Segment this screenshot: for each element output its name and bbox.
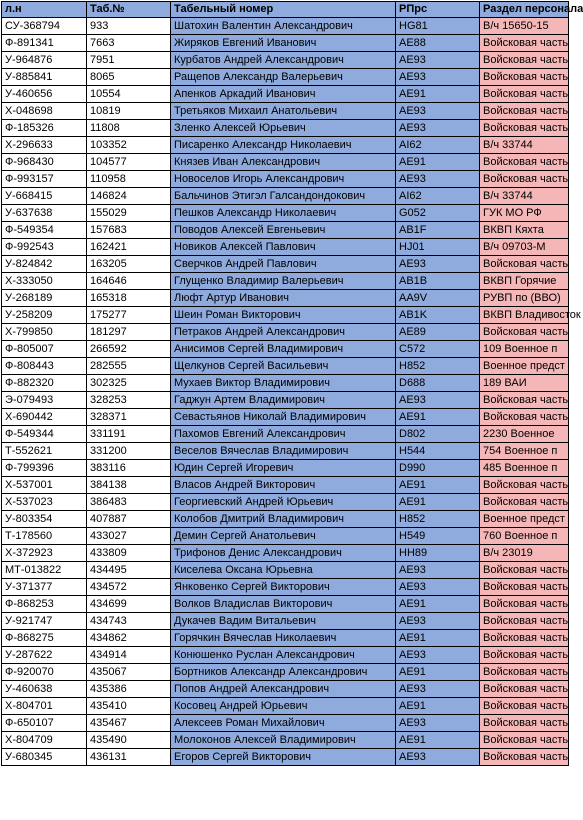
cell-section[interactable]: Войсковая часть <box>480 579 569 596</box>
cell-tab-no[interactable]: 383116 <box>87 460 171 477</box>
cell-rprs[interactable]: H852 <box>396 358 480 375</box>
cell-ln[interactable]: Ф-993157 <box>2 171 87 188</box>
cell-ln[interactable]: Ф-920070 <box>2 664 87 681</box>
cell-ln[interactable]: У-287622 <box>2 647 87 664</box>
cell-section[interactable]: ВКВП Горячие <box>480 273 569 290</box>
cell-tab-no[interactable]: 434914 <box>87 647 171 664</box>
cell-tab-no[interactable]: 181297 <box>87 324 171 341</box>
cell-section[interactable]: Войсковая часть <box>480 596 569 613</box>
table-row <box>2 409 569 426</box>
cell-ln[interactable]: У-460656 <box>2 86 87 103</box>
cell-tab-no[interactable]: 157683 <box>87 222 171 239</box>
cell-tab-no[interactable]: 162421 <box>87 239 171 256</box>
cell-name[interactable]: Молоконов Алексей Владимирович <box>171 732 396 749</box>
cell-rprs[interactable]: D688 <box>396 375 480 392</box>
table-row <box>2 273 569 290</box>
cell-name[interactable]: Дукачев Вадим Витальевич <box>171 613 396 630</box>
cell-ln[interactable]: Ф-882320 <box>2 375 87 392</box>
cell-tab-no[interactable]: 163205 <box>87 256 171 273</box>
cell-ln[interactable]: Х-804709 <box>2 732 87 749</box>
cell-rprs[interactable]: HG81 <box>396 18 480 35</box>
cell-rprs[interactable]: AE93 <box>396 647 480 664</box>
table-row <box>2 86 569 103</box>
cell-rprs[interactable]: AE91 <box>396 494 480 511</box>
cell-rprs[interactable]: H544 <box>396 443 480 460</box>
cell-section[interactable]: 760 Военное п <box>480 528 569 545</box>
cell-ln[interactable]: Т-552621 <box>2 443 87 460</box>
cell-name[interactable]: Конюшенко Руслан Александрович <box>171 647 396 664</box>
table-row <box>2 205 569 222</box>
cell-rprs[interactable]: AE91 <box>396 154 480 171</box>
cell-ln[interactable]: Ф-891341 <box>2 35 87 52</box>
table-row <box>2 511 569 528</box>
cell-rprs[interactable]: AE88 <box>396 35 480 52</box>
cell-section[interactable]: ВКВП Владивосток <box>480 307 569 324</box>
cell-name[interactable]: Косовец Андрей Юрьевич <box>171 698 396 715</box>
cell-ln[interactable]: Х-537001 <box>2 477 87 494</box>
table-row <box>2 426 569 443</box>
header-cell-name[interactable]: Табельный номер <box>171 2 396 18</box>
cell-name[interactable]: Бальчинов Этигэл Галсандондокович <box>171 188 396 205</box>
table-row <box>2 120 569 137</box>
table-row <box>2 681 569 698</box>
table-row <box>2 528 569 545</box>
cell-section[interactable]: Войсковая часть <box>480 69 569 86</box>
cell-name[interactable]: Писаренко Александр Николаевич <box>171 137 396 154</box>
cell-tab-no[interactable]: 165318 <box>87 290 171 307</box>
cell-section[interactable]: Войсковая часть <box>480 86 569 103</box>
cell-section[interactable]: Военное предст <box>480 511 569 528</box>
cell-name[interactable]: Поводов Алексей Евгеньевич <box>171 222 396 239</box>
cell-rprs[interactable]: AI62 <box>396 188 480 205</box>
cell-ln[interactable]: У-668415 <box>2 188 87 205</box>
cell-tab-no[interactable]: 407887 <box>87 511 171 528</box>
cell-ln[interactable]: Ф-808443 <box>2 358 87 375</box>
cell-rprs[interactable]: AB1K <box>396 307 480 324</box>
cell-tab-no[interactable]: 386483 <box>87 494 171 511</box>
cell-ln[interactable]: Х-799850 <box>2 324 87 341</box>
cell-name[interactable]: Киселева Оксана Юрьевна <box>171 562 396 579</box>
cell-name[interactable]: Щелкунов Сергей Васильевич <box>171 358 396 375</box>
table-row <box>2 341 569 358</box>
cell-tab-no[interactable]: 266592 <box>87 341 171 358</box>
cell-name[interactable]: Мухаев Виктор Владимирович <box>171 375 396 392</box>
cell-rprs[interactable]: G052 <box>396 205 480 222</box>
header-cell-rprs[interactable]: РПрс <box>396 2 480 18</box>
cell-tab-no[interactable]: 7663 <box>87 35 171 52</box>
cell-section[interactable]: В/ч 33744 <box>480 188 569 205</box>
cell-name[interactable]: Горячкин Вячеслав Николаевич <box>171 630 396 647</box>
cell-section[interactable]: Войсковая часть <box>480 392 569 409</box>
cell-section[interactable]: В/ч 09703-М <box>480 239 569 256</box>
cell-section[interactable]: В/ч 23019 <box>480 545 569 562</box>
cell-ln[interactable]: Х-048698 <box>2 103 87 120</box>
cell-name[interactable]: Сверчков Андрей Павлович <box>171 256 396 273</box>
cell-tab-no[interactable]: 164646 <box>87 273 171 290</box>
cell-rprs[interactable]: AE93 <box>396 52 480 69</box>
cell-rprs[interactable]: AE91 <box>396 732 480 749</box>
table-row <box>2 596 569 613</box>
cell-section[interactable]: Войсковая часть <box>480 562 569 579</box>
cell-tab-no[interactable]: 434743 <box>87 613 171 630</box>
cell-tab-no[interactable]: 436131 <box>87 749 171 766</box>
table-row <box>2 307 569 324</box>
cell-rprs[interactable]: AE93 <box>396 613 480 630</box>
cell-name[interactable]: Третьяков Михаил Анатольевич <box>171 103 396 120</box>
table-row <box>2 35 569 52</box>
table-row <box>2 222 569 239</box>
cell-name[interactable]: Бортников Александр Александрович <box>171 664 396 681</box>
table-row <box>2 630 569 647</box>
cell-name[interactable]: Пахомов Евгений Александрович <box>171 426 396 443</box>
cell-section[interactable]: Войсковая часть <box>480 256 569 273</box>
cell-section[interactable]: 189 ВАИ <box>480 375 569 392</box>
table-row <box>2 392 569 409</box>
table-row <box>2 545 569 562</box>
cell-rprs[interactable]: D802 <box>396 426 480 443</box>
table-row <box>2 494 569 511</box>
cell-ln[interactable]: Ф-549344 <box>2 426 87 443</box>
cell-tab-no[interactable]: 435467 <box>87 715 171 732</box>
cell-tab-no[interactable]: 433027 <box>87 528 171 545</box>
cell-tab-no[interactable]: 933 <box>87 18 171 35</box>
cell-rprs[interactable]: AE93 <box>396 562 480 579</box>
cell-tab-no[interactable]: 384138 <box>87 477 171 494</box>
cell-tab-no[interactable]: 434495 <box>87 562 171 579</box>
cell-rprs[interactable]: AE91 <box>396 630 480 647</box>
cell-section[interactable]: Войсковая часть <box>480 324 569 341</box>
cell-tab-no[interactable]: 7951 <box>87 52 171 69</box>
cell-ln[interactable]: Ф-992543 <box>2 239 87 256</box>
cell-ln[interactable]: У-258209 <box>2 307 87 324</box>
cell-rprs[interactable]: AE93 <box>396 681 480 698</box>
cell-section[interactable]: Военное предст <box>480 358 569 375</box>
cell-rprs[interactable]: AI62 <box>396 137 480 154</box>
cell-rprs[interactable]: AE93 <box>396 69 480 86</box>
cell-tab-no[interactable]: 434572 <box>87 579 171 596</box>
cell-rprs[interactable]: AB1F <box>396 222 480 239</box>
cell-name[interactable]: Колобов Дмитрий Владимирович <box>171 511 396 528</box>
table-row <box>2 188 569 205</box>
cell-section[interactable]: Войсковая часть <box>480 749 569 766</box>
cell-ln[interactable]: У-680345 <box>2 749 87 766</box>
cell-tab-no[interactable]: 328253 <box>87 392 171 409</box>
cell-ln[interactable]: Ф-805007 <box>2 341 87 358</box>
cell-tab-no[interactable]: 328371 <box>87 409 171 426</box>
cell-name[interactable]: Люфт Артур Иванович <box>171 290 396 307</box>
cell-section[interactable]: Войсковая часть <box>480 120 569 137</box>
cell-name[interactable]: Веселов Вячеслав Владимирович <box>171 443 396 460</box>
cell-ln[interactable]: Ф-650107 <box>2 715 87 732</box>
cell-ln[interactable]: Ф-868275 <box>2 630 87 647</box>
cell-name[interactable]: Шеин Роман Викторович <box>171 307 396 324</box>
cell-ln[interactable]: Х-333050 <box>2 273 87 290</box>
cell-section[interactable]: ГУК МО РФ <box>480 205 569 222</box>
cell-section[interactable]: Войсковая часть <box>480 613 569 630</box>
cell-section[interactable]: Войсковая часть <box>480 409 569 426</box>
cell-section[interactable]: 485 Военное п <box>480 460 569 477</box>
cell-ln[interactable]: У-460638 <box>2 681 87 698</box>
cell-tab-no[interactable]: 331191 <box>87 426 171 443</box>
table-row <box>2 324 569 341</box>
cell-tab-no[interactable]: 435490 <box>87 732 171 749</box>
cell-name[interactable]: Георгиевский Андрей Юрьевич <box>171 494 396 511</box>
cell-section[interactable]: Войсковая часть <box>480 477 569 494</box>
cell-ln[interactable]: Х-804701 <box>2 698 87 715</box>
cell-section[interactable]: В/ч 15650-15 <box>480 18 569 35</box>
cell-tab-no[interactable]: 435067 <box>87 664 171 681</box>
cell-tab-no[interactable]: 8065 <box>87 69 171 86</box>
cell-tab-no[interactable]: 103352 <box>87 137 171 154</box>
cell-rprs[interactable]: AE93 <box>396 103 480 120</box>
cell-ln[interactable]: Х-296633 <box>2 137 87 154</box>
header-cell-section[interactable]: Раздел персонала <box>480 2 569 18</box>
cell-name[interactable]: Юдин Сергей Игоревич <box>171 460 396 477</box>
cell-ln[interactable]: У-803354 <box>2 511 87 528</box>
cell-tab-no[interactable]: 434699 <box>87 596 171 613</box>
cell-rprs[interactable]: AA9V <box>396 290 480 307</box>
table-row <box>2 154 569 171</box>
cell-name[interactable]: Демин Сергей Анатольевич <box>171 528 396 545</box>
cell-ln[interactable]: У-824842 <box>2 256 87 273</box>
cell-section[interactable]: Войсковая часть <box>480 715 569 732</box>
cell-tab-no[interactable]: 155029 <box>87 205 171 222</box>
cell-tab-no[interactable]: 433809 <box>87 545 171 562</box>
table-row <box>2 460 569 477</box>
cell-tab-no[interactable]: 175277 <box>87 307 171 324</box>
cell-ln[interactable]: МТ-013822 <box>2 562 87 579</box>
cell-name[interactable]: Власов Андрей Викторович <box>171 477 396 494</box>
cell-rprs[interactable]: AE93 <box>396 392 480 409</box>
cell-rprs[interactable]: AE93 <box>396 749 480 766</box>
cell-tab-no[interactable]: 11808 <box>87 120 171 137</box>
cell-name[interactable]: Шатохин Валентин Александрович <box>171 18 396 35</box>
table-row <box>2 613 569 630</box>
cell-ln[interactable]: Х-690442 <box>2 409 87 426</box>
cell-name[interactable]: Пешков Александр Николаевич <box>171 205 396 222</box>
table-row <box>2 171 569 188</box>
table-row <box>2 562 569 579</box>
cell-ln[interactable]: СУ-368794 <box>2 18 87 35</box>
cell-section[interactable]: Войсковая часть <box>480 698 569 715</box>
cell-name[interactable]: Курбатов Андрей Александрович <box>171 52 396 69</box>
table-row <box>2 239 569 256</box>
cell-tab-no[interactable]: 110958 <box>87 171 171 188</box>
cell-section[interactable]: Войсковая часть <box>480 647 569 664</box>
cell-rprs[interactable]: HH89 <box>396 545 480 562</box>
cell-name[interactable]: Князев Иван Александрович <box>171 154 396 171</box>
cell-section[interactable]: Войсковая часть <box>480 732 569 749</box>
cell-name[interactable]: Глущенко Владимир Валерьевич <box>171 273 396 290</box>
cell-rprs[interactable]: AE93 <box>396 715 480 732</box>
table-row <box>2 477 569 494</box>
cell-rprs[interactable]: AE91 <box>396 409 480 426</box>
cell-rprs[interactable]: AE93 <box>396 579 480 596</box>
cell-section[interactable]: 109 Военное п <box>480 341 569 358</box>
cell-section[interactable]: Войсковая часть <box>480 494 569 511</box>
personnel-table <box>1 1 583 766</box>
cell-rprs[interactable]: AE93 <box>396 171 480 188</box>
cell-section[interactable]: 754 Военное п <box>480 443 569 460</box>
cell-ln[interactable]: Ф-185326 <box>2 120 87 137</box>
cell-name[interactable]: Янковенко Сергей Викторович <box>171 579 396 596</box>
cell-section[interactable]: Войсковая часть <box>480 52 569 69</box>
cell-section[interactable]: РУВП по (ВВО) <box>480 290 569 307</box>
cell-tab-no[interactable]: 282555 <box>87 358 171 375</box>
cell-name[interactable]: Анисимов Сергей Владимирович <box>171 341 396 358</box>
cell-section[interactable]: Войсковая часть <box>480 103 569 120</box>
table-row <box>2 579 569 596</box>
cell-section[interactable]: Войсковая часть <box>480 630 569 647</box>
cell-rprs[interactable]: C572 <box>396 341 480 358</box>
table-row <box>2 732 569 749</box>
header-cell-tab-no[interactable]: Таб.№ <box>87 2 171 18</box>
cell-tab-no[interactable]: 435386 <box>87 681 171 698</box>
cell-ln[interactable]: Ф-968430 <box>2 154 87 171</box>
table-row <box>2 715 569 732</box>
cell-rprs[interactable]: AE91 <box>396 698 480 715</box>
cell-name[interactable]: Петраков Андрей Александрович <box>171 324 396 341</box>
cell-ln[interactable]: У-371377 <box>2 579 87 596</box>
table-row <box>2 103 569 120</box>
cell-name[interactable]: Волков Владислав Викторович <box>171 596 396 613</box>
cell-section[interactable]: Войсковая часть <box>480 154 569 171</box>
cell-rprs[interactable]: AE93 <box>396 120 480 137</box>
cell-section[interactable]: Войсковая часть <box>480 35 569 52</box>
cell-name[interactable]: Попов Андрей Александрович <box>171 681 396 698</box>
cell-tab-no[interactable]: 10819 <box>87 103 171 120</box>
cell-rprs[interactable]: D990 <box>396 460 480 477</box>
table-row <box>2 256 569 273</box>
cell-tab-no[interactable]: 10554 <box>87 86 171 103</box>
table-row <box>2 375 569 392</box>
cell-tab-no[interactable]: 434862 <box>87 630 171 647</box>
table-row <box>2 358 569 375</box>
cell-rprs[interactable]: AB1B <box>396 273 480 290</box>
cell-tab-no[interactable]: 146824 <box>87 188 171 205</box>
cell-ln[interactable]: Х-537023 <box>2 494 87 511</box>
cell-rprs[interactable]: AE91 <box>396 664 480 681</box>
cell-ln[interactable]: У-921747 <box>2 613 87 630</box>
cell-rprs[interactable]: AE93 <box>396 256 480 273</box>
cell-name[interactable]: Егоров Сергей Викторович <box>171 749 396 766</box>
cell-ln[interactable]: У-885841 <box>2 69 87 86</box>
cell-name[interactable]: Зленко Алексей Юрьевич <box>171 120 396 137</box>
cell-section[interactable]: В/ч 33744 <box>480 137 569 154</box>
cell-name[interactable]: Алексеев Роман Михайлович <box>171 715 396 732</box>
cell-ln[interactable]: У-637638 <box>2 205 87 222</box>
table-row <box>2 664 569 681</box>
cell-section[interactable]: ВКВП Кяхта <box>480 222 569 239</box>
cell-tab-no[interactable]: 302325 <box>87 375 171 392</box>
cell-name[interactable]: Гаджун Артем Владимирович <box>171 392 396 409</box>
cell-name[interactable]: Севастьянов Николай Владимирович <box>171 409 396 426</box>
cell-tab-no[interactable]: 435410 <box>87 698 171 715</box>
cell-rprs[interactable]: AE91 <box>396 86 480 103</box>
table-body <box>2 18 581 766</box>
header-row <box>2 2 569 18</box>
cell-ln[interactable]: У-268189 <box>2 290 87 307</box>
cell-rprs[interactable]: AE89 <box>396 324 480 341</box>
cell-rprs[interactable]: AE91 <box>396 477 480 494</box>
table-row <box>2 698 569 715</box>
cell-name[interactable]: Новиков Алексей Павлович <box>171 239 396 256</box>
table-row <box>2 137 569 154</box>
table-row <box>2 647 569 664</box>
cell-rprs[interactable]: AE91 <box>396 596 480 613</box>
cell-name[interactable]: Ращепов Александр Валерьевич <box>171 69 396 86</box>
cell-section[interactable]: Войсковая часть <box>480 171 569 188</box>
cell-name[interactable]: Новоселов Игорь Александрович <box>171 171 396 188</box>
cell-section[interactable]: Войсковая часть <box>480 664 569 681</box>
cell-ln[interactable]: У-964876 <box>2 52 87 69</box>
cell-ln[interactable]: Ф-549354 <box>2 222 87 239</box>
cell-tab-no[interactable]: 104577 <box>87 154 171 171</box>
cell-rprs[interactable]: H852 <box>396 511 480 528</box>
cell-ln[interactable]: Ф-799396 <box>2 460 87 477</box>
cell-ln[interactable]: Э-079493 <box>2 392 87 409</box>
table-row <box>2 18 569 35</box>
table-row <box>2 749 569 766</box>
cell-section[interactable]: 2230 Военное <box>480 426 569 443</box>
cell-ln[interactable]: Х-372923 <box>2 545 87 562</box>
cell-ln[interactable]: Т-178560 <box>2 528 87 545</box>
table-row <box>2 52 569 69</box>
cell-ln[interactable]: Ф-868253 <box>2 596 87 613</box>
table-row <box>2 443 569 460</box>
cell-rprs[interactable]: H549 <box>396 528 480 545</box>
cell-name[interactable]: Жиряков Евгений Иванович <box>171 35 396 52</box>
cell-tab-no[interactable]: 331200 <box>87 443 171 460</box>
cell-section[interactable]: Войсковая часть <box>480 681 569 698</box>
table-row <box>2 290 569 307</box>
cell-rprs[interactable]: HJ01 <box>396 239 480 256</box>
header-cell-ln[interactable]: л.н <box>2 2 87 18</box>
table-row <box>2 69 569 86</box>
cell-name[interactable]: Апенков Аркадий Иванович <box>171 86 396 103</box>
cell-name[interactable]: Трифонов Денис Александрович <box>171 545 396 562</box>
